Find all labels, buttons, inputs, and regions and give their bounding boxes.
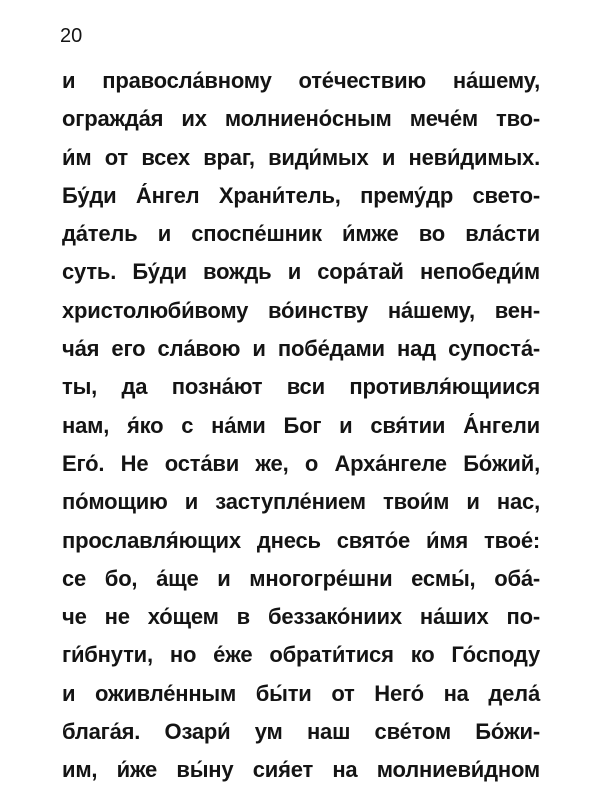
text-line: нам, я́ко с на́ми Бог и свя́тии А́нгели — [62, 412, 540, 438]
text-line: блага́я. Озари́ ум наш све́том Бо́жи- — [62, 719, 540, 745]
text-line: се бо, а́ще и многогре́шни есмы́, оба́- — [62, 565, 540, 591]
text-line: им, и́же вы́ну сия́ет на молниеви́дном — [62, 757, 540, 783]
text-line: Его́. Не оста́ви же, о Арха́нгеле Бо́жий, — [62, 450, 540, 476]
text-line: ги́бнути, но е́же обрати́тися ко Го́споду — [62, 642, 540, 668]
text-line: и оживле́нным бы́ти от Него́ на дела́ — [62, 680, 540, 706]
text-line: ча́я его сла́вою и побе́дами над супоста́- — [62, 336, 540, 362]
text-line: христолюби́вому во́инству на́шему, вен- — [62, 297, 540, 323]
text-line: че не хо́щем в беззако́ниих на́ших по- — [62, 604, 540, 630]
text-line: огражда́я их молниено́сным мече́м тво- — [62, 106, 540, 132]
text-line: суть. Бу́ди вождь и сора́тай непобеди́м — [62, 259, 540, 285]
text-line: Бу́ди А́нгел Храни́тель, прему́др свето- — [62, 182, 540, 208]
text-line: ты, да позна́ют вси противля́ющиися — [62, 374, 540, 400]
prayer-text — [62, 62, 540, 790]
text-line: прославля́ющих днесь свято́е и́мя твое́: — [62, 527, 540, 553]
text-line: и́м от всех враг, види́мых и неви́димых. — [62, 144, 540, 170]
text-line: и правосла́вному оте́чествию на́шему, — [62, 68, 540, 93]
page-number: 20 — [60, 25, 83, 47]
text-line: да́тель и споспе́шник и́мже во вла́сти — [62, 221, 540, 247]
text-line: по́мощию и заступле́нием твои́м и нас, — [62, 489, 540, 515]
